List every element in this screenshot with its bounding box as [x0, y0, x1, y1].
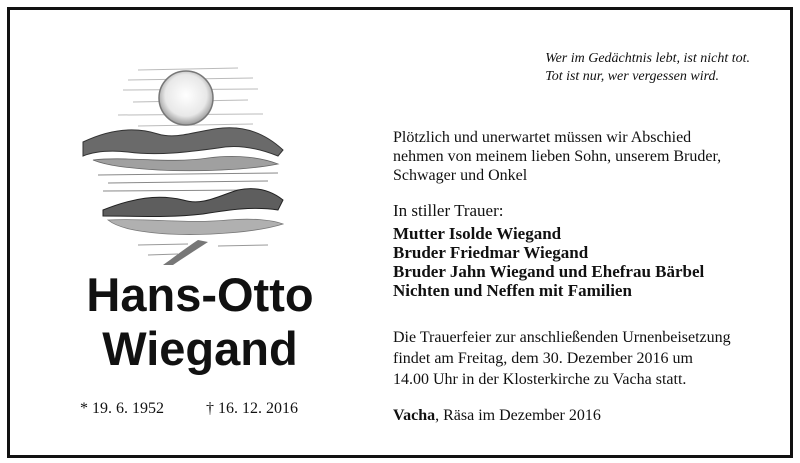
mourning-label: In stiller Trauer: — [393, 201, 504, 220]
place-rest: , Räsa im Dezember 2016 — [435, 407, 601, 424]
place-date — [393, 407, 601, 425]
mourners-list — [393, 224, 704, 300]
motto — [545, 50, 750, 86]
deceased-last-name: Wiegand — [102, 322, 298, 375]
service-text — [393, 327, 783, 390]
service-line-2: findet am Freitag, dem 30. Dezember 2016 um — [393, 350, 693, 367]
death-date: † 16. 12. 2016 — [206, 400, 298, 417]
motto-line-1: Wer im Gedächtnis lebt, ist nicht tot. — [545, 51, 750, 66]
place-town: Vacha — [393, 407, 436, 424]
landscape-illustration — [78, 60, 308, 270]
mourner-item: Bruder Friedmar Wiegand — [393, 243, 589, 262]
mourner-item: Mutter Isolde Wiegand — [393, 224, 562, 243]
deceased-name — [50, 268, 350, 376]
obituary-frame — [7, 7, 793, 458]
mourner-item: Bruder Jahn Wiegand und Ehefrau Bärbel — [393, 262, 705, 281]
motto-line-2: Tot ist nur, wer vergessen wird. — [545, 69, 720, 84]
intro-line-1: Plötzlich und unerwartet müssen wir Abschied — [393, 129, 692, 146]
service-line-1: Die Trauerfeier zur anschließenden Urnenbeisetzung — [393, 329, 731, 346]
service-line-3: 14.00 Uhr in der Klosterkirche zu Vacha statt. — [393, 371, 687, 388]
deceased-first-name: Hans-Otto — [86, 268, 314, 321]
intro-line-3: Schwager und Onkel — [393, 167, 528, 184]
mourner-item: Nichten und Neffen mit Familien — [393, 281, 632, 300]
intro-line-2: nehmen von meinem lieben Sohn, unserem Bruder, — [393, 148, 722, 165]
intro-text — [393, 128, 773, 185]
birth-date: * 19. 6. 1952 — [80, 400, 164, 417]
sun-icon — [159, 71, 213, 125]
